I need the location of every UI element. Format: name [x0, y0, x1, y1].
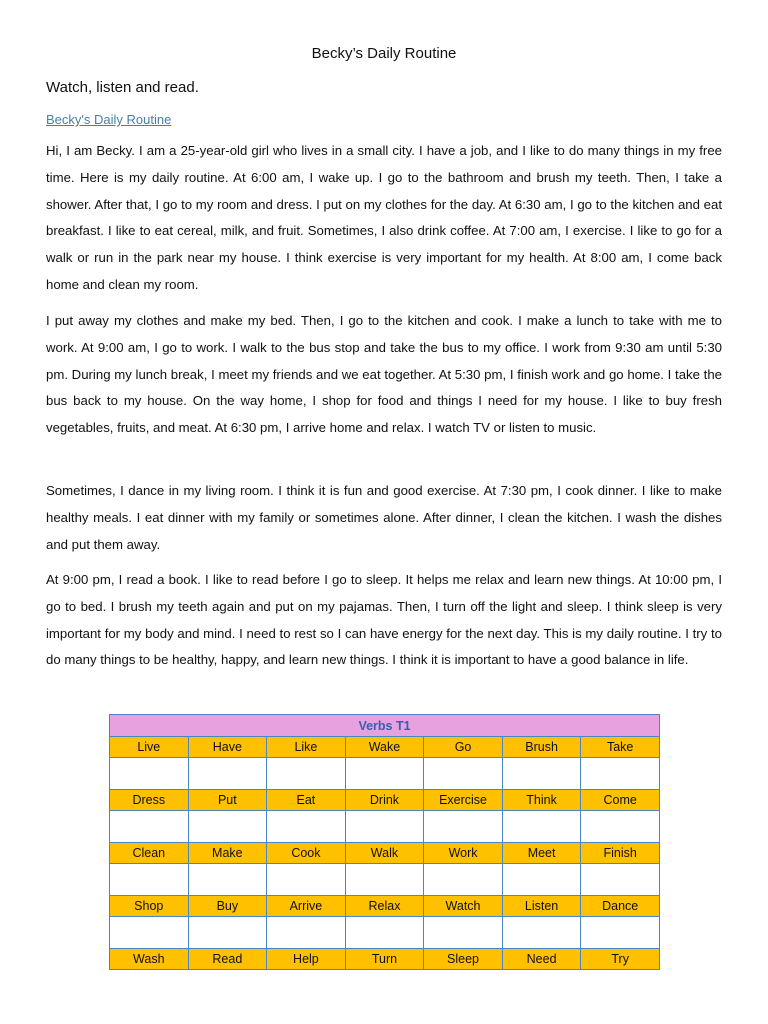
verb-cell: Sleep	[424, 949, 503, 970]
verb-row	[110, 843, 660, 864]
answer-cell[interactable]	[502, 864, 581, 896]
verb-cell: Eat	[267, 790, 346, 811]
verb-cell: Meet	[502, 843, 581, 864]
verb-cell: Like	[267, 737, 346, 758]
answer-cell[interactable]	[424, 758, 503, 790]
answer-cell[interactable]	[424, 811, 503, 843]
verb-cell: Help	[267, 949, 346, 970]
paragraph-3: Sometimes, I dance in my living room. I think it is fun and good exercise. At 7:30 pm, I cook dinner. I like to make healthy meals. I eat dinner with my family or sometimes alone. After dinner, I clean the kitchen. I wash the dishes and put them away.	[46, 483, 722, 552]
verb-cell: Clean	[110, 843, 189, 864]
verb-cell: Arrive	[267, 896, 346, 917]
answer-cell[interactable]	[424, 864, 503, 896]
verb-cell: Brush	[502, 737, 581, 758]
verb-cell: Take	[581, 737, 660, 758]
answer-cell[interactable]	[502, 811, 581, 843]
paragraph-4: At 9:00 pm, I read a book. I like to read before I go to sleep. It helps me relax and learn new things. At 10:00 pm, I go to bed. I brush my teeth again and put on my pajamas. Then, I turn off the light and sleep. I think sleep is very important for my body and mind. I need to rest so I can have energy for the next day. This is my daily routine. I try to do many things to be healthy, happy, and learn new things. I think it is important to have a good balance in life.	[46, 572, 722, 668]
verb-cell: Come	[581, 790, 660, 811]
verb-cell: Wake	[345, 737, 424, 758]
answer-cell[interactable]	[581, 758, 660, 790]
verb-cell: Work	[424, 843, 503, 864]
answer-cell[interactable]	[345, 758, 424, 790]
verb-cell: Finish	[581, 843, 660, 864]
verb-cell: Listen	[502, 896, 581, 917]
verb-cell: Dance	[581, 896, 660, 917]
verbs-table-header: Verbs T1	[110, 715, 660, 737]
answer-cell[interactable]	[267, 864, 346, 896]
answer-cell[interactable]	[581, 811, 660, 843]
answer-cell[interactable]	[502, 758, 581, 790]
answer-cell[interactable]	[267, 811, 346, 843]
verb-cell: Cook	[267, 843, 346, 864]
verb-cell: Go	[424, 737, 503, 758]
verb-row	[110, 790, 660, 811]
verb-cell: Shop	[110, 896, 189, 917]
verb-cell: Drink	[345, 790, 424, 811]
verb-cell: Watch	[424, 896, 503, 917]
answer-cell[interactable]	[267, 917, 346, 949]
answer-cell[interactable]	[424, 917, 503, 949]
verb-cell: Think	[502, 790, 581, 811]
verb-cell: Live	[110, 737, 189, 758]
paragraph-2: I put away my clothes and make my bed. Then, I go to the kitchen and cook. I make a lunch to take with me to work. At 9:00 am, I go to work. I walk to the bus stop and take the bus to my office. I work from 9:30 am until 5:30 pm. During my lunch break, I meet my friends and we eat together. At 5:30 pm, I finish work and go home. I take the bus back to my house. On the way home, I shop for food and things I need for my house. I like to buy fresh vegetables, fruits, and meat. At 6:30 pm, I arrive home and relax. I watch TV or listen to music.	[46, 313, 722, 436]
answer-row	[110, 811, 660, 843]
answer-cell[interactable]	[345, 917, 424, 949]
verb-cell: Dress	[110, 790, 189, 811]
answer-cell[interactable]	[110, 758, 189, 790]
verb-cell: Buy	[188, 896, 267, 917]
answer-row	[110, 864, 660, 896]
answer-cell[interactable]	[345, 864, 424, 896]
answer-cell[interactable]	[581, 917, 660, 949]
verb-cell: Try	[581, 949, 660, 970]
document-subtitle: Watch, listen and read.	[46, 79, 199, 96]
verb-cell: Walk	[345, 843, 424, 864]
verb-row	[110, 737, 660, 758]
answer-cell[interactable]	[188, 917, 267, 949]
answer-cell[interactable]	[110, 811, 189, 843]
video-link[interactable]: Becky's Daily Routine	[46, 112, 172, 127]
answer-cell[interactable]	[345, 811, 424, 843]
verb-cell: Put	[188, 790, 267, 811]
answer-row	[110, 758, 660, 790]
verb-cell: Need	[502, 949, 581, 970]
answer-cell[interactable]	[267, 758, 346, 790]
answer-cell[interactable]	[188, 864, 267, 896]
verb-cell: Read	[188, 949, 267, 970]
verb-row	[110, 949, 660, 970]
paragraph-1: Hi, I am Becky. I am a 25-year-old girl who lives in a small city. I have a job, and I like to do many things in my free time. Here is my daily routine. At 6:00 am, I wake up. I go to the bathroom and brush my teeth. Then, I take a shower. After that, I go to my room and dress. I put on my clothes for the day. At 6:30 am, I go to the kitchen and eat breakfast. I like to eat cereal, milk, and fruit. Sometimes, I also drink coffee. At 7:00 am, I exercise. I like to go for a walk or run in the park near my house. I think exercise is very important for my health. At 8:00 am, I come back home and clean my room.	[46, 143, 722, 292]
answer-row	[110, 917, 660, 949]
answer-cell[interactable]	[188, 811, 267, 843]
verbs-table	[109, 714, 660, 970]
verb-cell: Exercise	[424, 790, 503, 811]
answer-cell[interactable]	[110, 864, 189, 896]
answer-cell[interactable]	[188, 758, 267, 790]
answer-cell[interactable]	[581, 864, 660, 896]
answer-cell[interactable]	[502, 917, 581, 949]
verb-cell: Make	[188, 843, 267, 864]
verb-row	[110, 896, 660, 917]
document-title: Becky’s Daily Routine	[311, 45, 457, 62]
verb-cell: Have	[188, 737, 267, 758]
verb-cell: Wash	[110, 949, 189, 970]
verb-cell: Turn	[345, 949, 424, 970]
verb-cell: Relax	[345, 896, 424, 917]
answer-cell[interactable]	[110, 917, 189, 949]
